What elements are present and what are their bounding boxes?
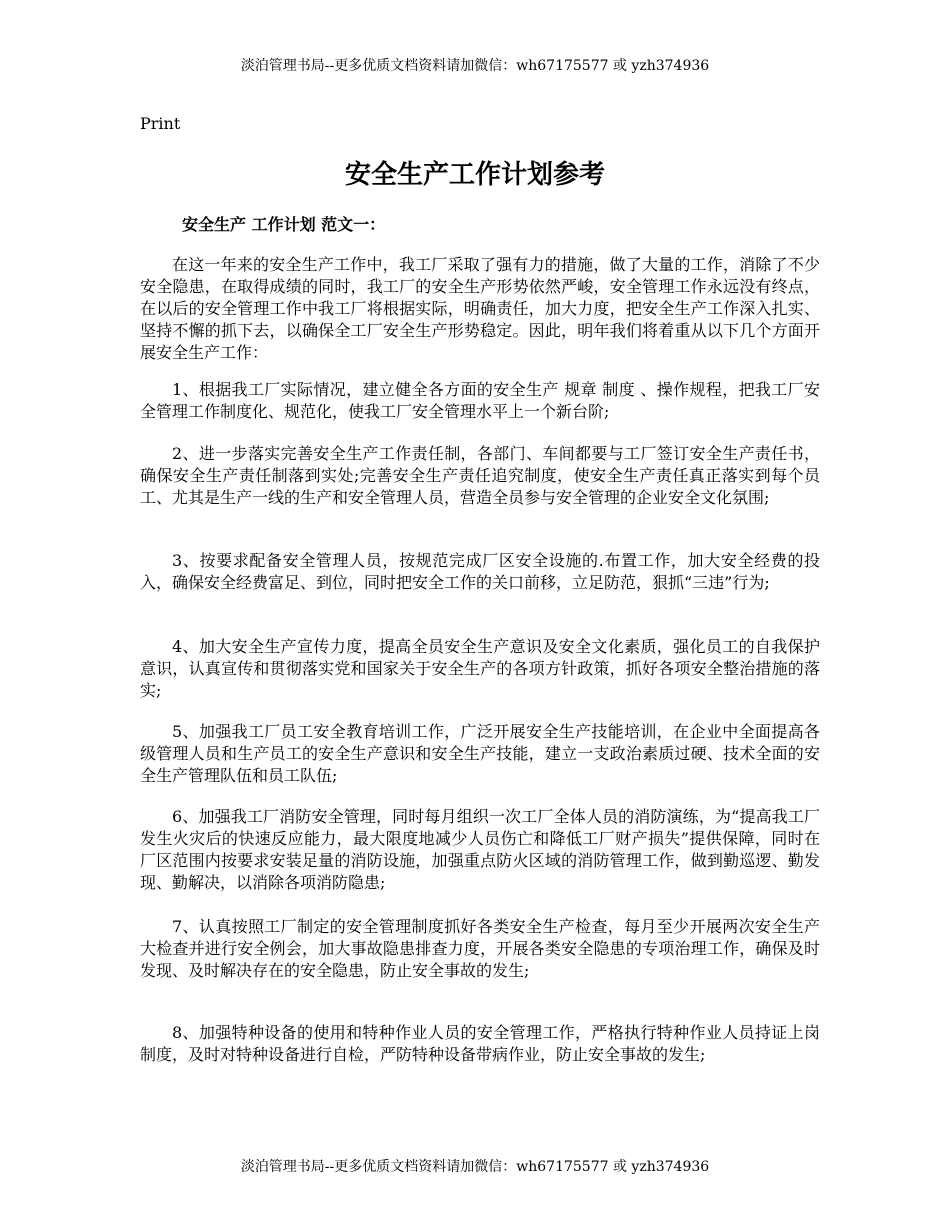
plan-item-3: 3、按要求配备安全管理人员，按规范完成厂区安全设施的.布置工作，加大安全经费的投入，确保安全经费富足、到位，同时把安全工作的关口前移，立足防范，狠抓“三违”行为; [140,551,820,592]
plan-item-2: 2、进一步落实完善安全生产工作责任制，各部门、车间都要与工厂签订安全生产责任书，确保安全生产责任制落到实处;完善安全生产责任追究制度，使安全生产责任真正落实到每个员工、尤其是生产一线的生产和安全管理人员，营造全员参与安全管理的企业安全文化氛围; [140,444,820,507]
page-footer: 淡泊管理书局--更多优质文档资料请加微信：wh67175577 或 yzh374936 [240,1159,710,1175]
document-title: 安全生产工作计划参考 [344,160,605,190]
plan-item-6: 6、加强我工厂消防安全管理，同时每月组织一次工厂全体人员的消防演练，为“提高我工厂发生火灾后的快速反应能力，最大限度地减少人员伤亡和降低工厂财产损失”提供保障，同时在厂区范围内按要求安装足量的消防设施，加强重点防火区域的消防管理工作，做到勤巡逻、勤发现、勤解决，以消除各项消防隐患; [140,807,820,892]
plan-item-8: 8、加强特种设备的使用和特种作业人员的安全管理工作，严格执行特种作业人员持证上岗制度，及时对特种设备进行自检，严防特种设备带病作业，防止安全事故的发生; [140,1023,820,1064]
plan-item-4: 4、加大安全生产宣传力度，提高全员安全生产意识及安全文化素质，强化员工的自我保护意识，认真宣传和贯彻落实党和国家关于安全生产的各项方针政策，抓好各项安全整治措施的落实; [140,637,820,700]
plan-item-1: 1、根据我工厂实际情况，建立健全各方面的安全生产 规章 制度 、操作规程，把我工厂安全管理工作制度化、规范化，使我工厂安全管理水平上一个新台阶; [140,380,820,421]
intro-paragraph: 在这一年来的安全生产工作中，我工厂采取了强有力的措施，做了大量的工作，消除了不少安全隐患，在取得成绩的同时，我工厂的安全生产形势依然严峻，安全管理工作永远没有终点，在以后的安全管理工作中我工厂将根据实际，明确责任，加大力度，把安全生产工作深入扎实、坚持不懈的抓下去，以确保全工厂安全生产形势稳定。因此，明年我们将着重从以下几个方面开展安全生产工作： [140,255,820,362]
plan-item-5: 5、加强我工厂员工安全教育培训工作，广泛开展安全生产技能培训，在企业中全面提高各级管理人员和生产员工的安全生产意识和安全生产技能，建立一支政治素质过硬、技术全面的安全生产管理队伍和员工队伍; [140,722,820,785]
section-heading: 安全生产 工作计划 范文一： [182,215,386,234]
plan-item-7: 7、认真按照工厂制定的安全管理制度抓好各类安全生产检查，每月至少开展两次安全生产大检查并进行安全例会，加大事故隐患排查力度，开展各类安全隐患的专项治理工作，确保及时发现、及时解决存在的安全隐患，防止安全事故的发生; [140,917,820,980]
page-header: 淡泊管理书局--更多优质文档资料请加微信：wh67175577 或 yzh374936 [240,58,710,74]
print-label: Print [140,114,181,133]
